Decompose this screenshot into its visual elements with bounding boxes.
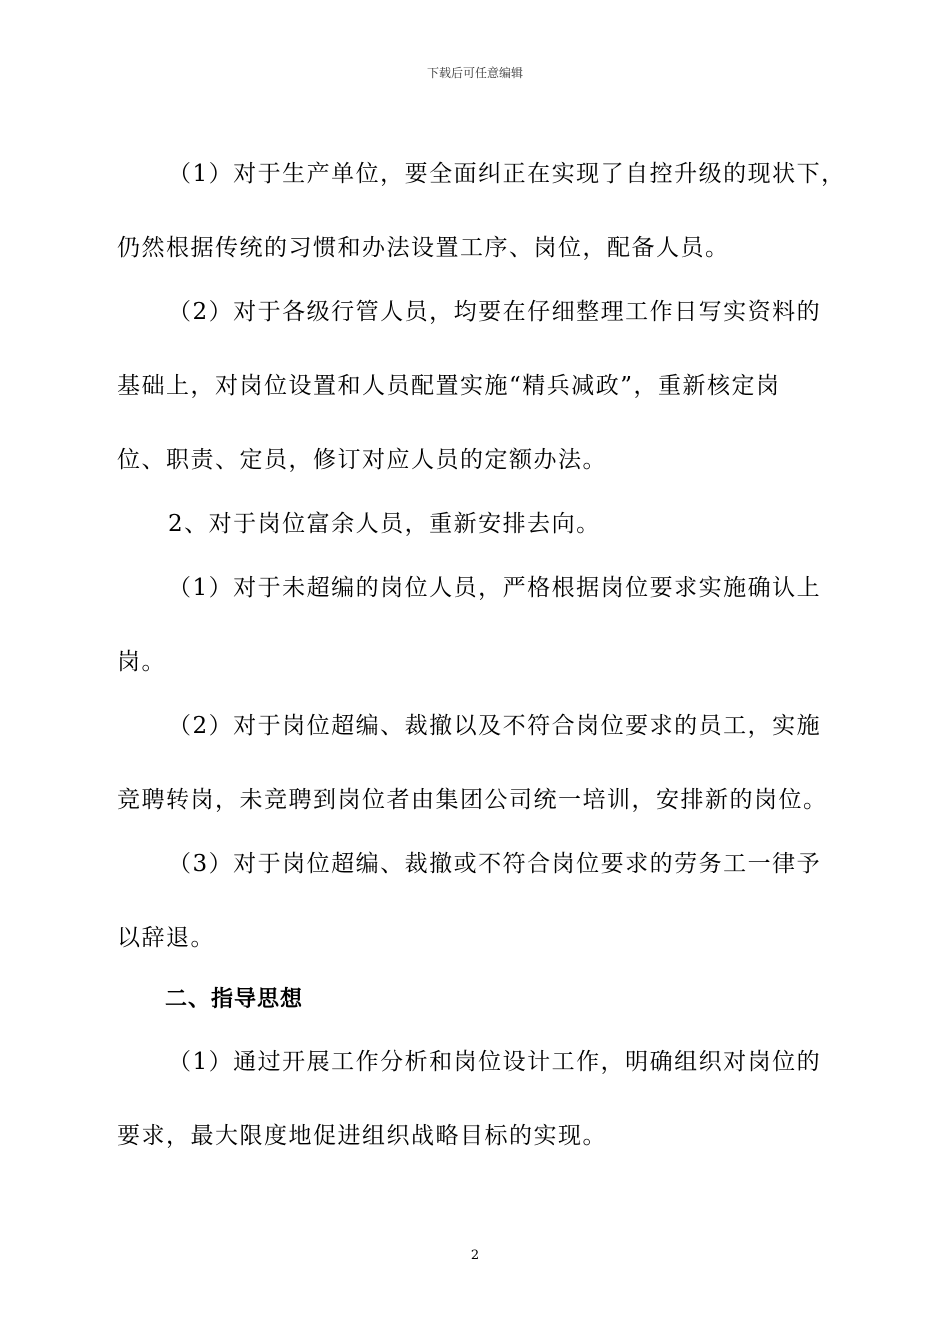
paragraph-line: 仍然根据传统的习惯和办法设置工序、岗位，配备人员。 xyxy=(117,235,730,261)
paragraph-line: 要求，最大限度地促进组织战略目标的实现。 xyxy=(117,1123,607,1149)
paragraph-line: （2）对于各级行管人员，均要在仔细整理工作日写实资料的 xyxy=(168,299,822,325)
section-heading: 二、指导思想 xyxy=(165,987,304,1012)
paragraph-line: 位、职责、定员，修订对应人员的定额办法。 xyxy=(117,447,607,473)
paragraph-line: （1）通过开展工作分析和岗位设计工作，明确组织对岗位的 xyxy=(168,1049,822,1075)
paragraph-line: 基础上，对岗位设置和人员配置实施“精兵减政”，重新核定岗 xyxy=(117,373,781,399)
paragraph-line: 以辞退。 xyxy=(117,925,215,951)
paragraph-line: （2）对于岗位超编、裁撤以及不符合岗位要求的员工，实施 xyxy=(168,713,822,739)
page-number: 2 xyxy=(470,1248,480,1263)
paragraph-line: 竞聘转岗，未竞聘到岗位者由集团公司统一培训，安排新的岗位。 xyxy=(117,787,828,813)
paragraph-line: （3）对于岗位超编、裁撤或不符合岗位要求的劳务工一律予 xyxy=(168,851,822,877)
paragraph-line: 岗。 xyxy=(117,649,166,675)
paragraph-line: （1）对于生产单位，要全面纠正在实现了自控升级的现状下， xyxy=(168,161,846,187)
page-header: 下载后可任意编辑 xyxy=(426,66,523,80)
paragraph-line: （1）对于未超编的岗位人员，严格根据岗位要求实施确认上 xyxy=(168,575,822,601)
paragraph-line: 2、对于岗位富余人员，重新安排去向。 xyxy=(168,511,601,537)
